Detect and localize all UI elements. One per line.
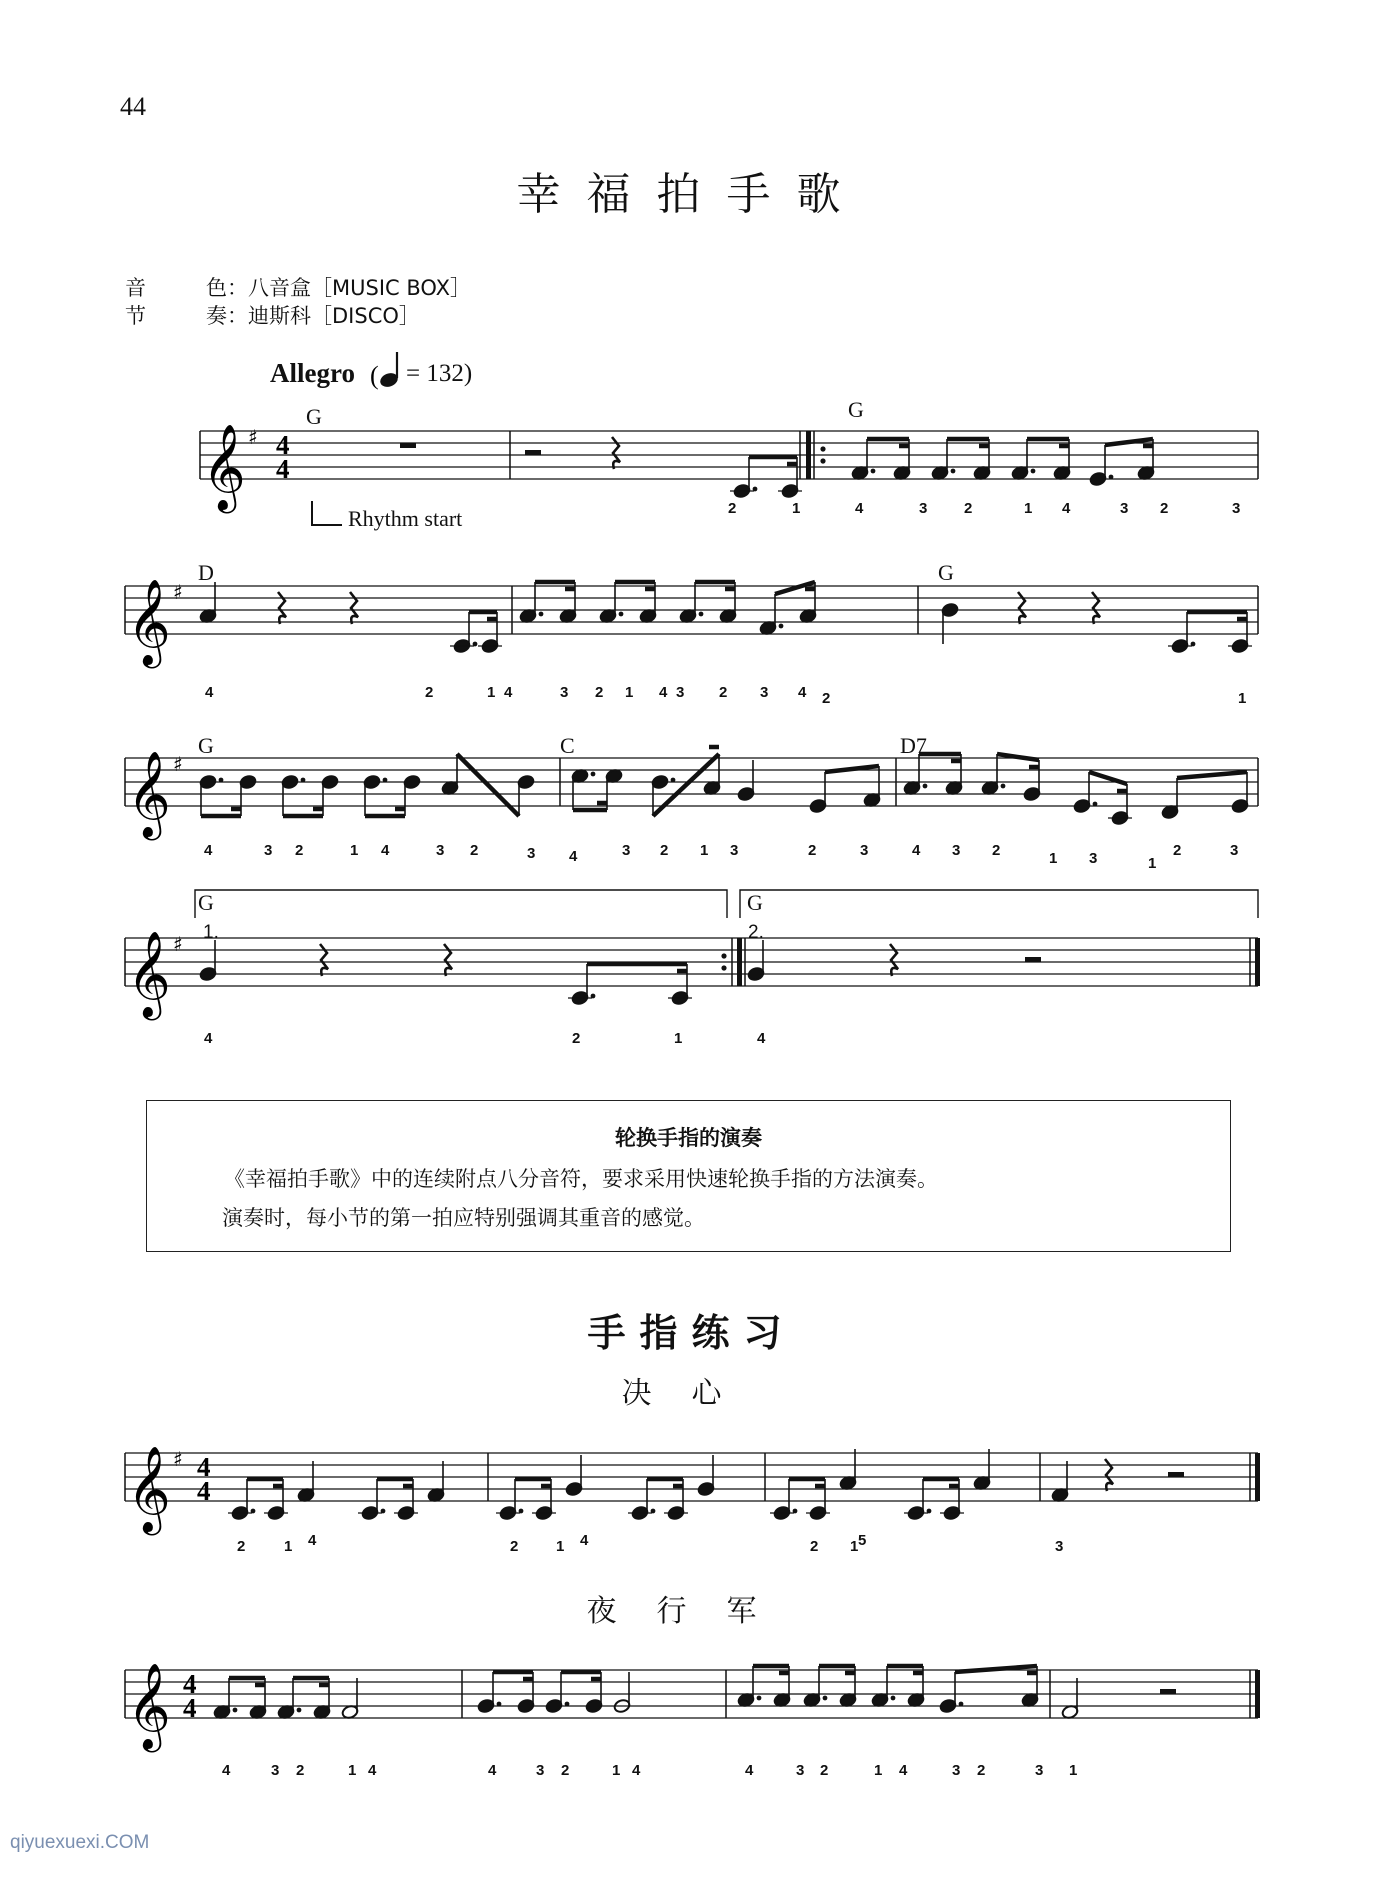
treble-clef-icon: 𝄞: [127, 1663, 171, 1749]
finger-number: 3: [952, 1762, 961, 1779]
chord-s3c: D7: [900, 733, 927, 758]
augmentation-dot: [539, 612, 544, 617]
finger-number: 5: [858, 1532, 867, 1549]
tip-heading: 轮换手指的演奏: [615, 1126, 762, 1150]
quarter-rest-icon: [1092, 592, 1100, 624]
augmentation-dot: [591, 772, 596, 777]
augmentation-dot: [1093, 802, 1098, 807]
finger-number: 3: [271, 1762, 280, 1779]
thick-barline: [806, 431, 811, 479]
half-rest-icon: [525, 450, 541, 455]
finger-number: 4: [205, 684, 214, 701]
finger-number: 2: [719, 684, 728, 701]
thick-barline: [737, 938, 742, 986]
finger-number: 4: [308, 1532, 317, 1549]
half-rest-icon: [1025, 957, 1041, 962]
beam: [457, 754, 519, 816]
tempo-marking: Allegro: [270, 358, 355, 388]
finger-number: 1: [1049, 850, 1058, 867]
finger-number: 1: [487, 684, 496, 701]
section-title: 手指练习: [587, 1311, 796, 1355]
time-sig-bottom: 4: [197, 1476, 211, 1506]
augmentation-dot: [383, 778, 388, 783]
tip-line-1: 《幸福拍手歌》中的连续附点八分音符，要求采用快速轮换手指的方法演奏。: [224, 1167, 938, 1191]
augmentation-dot: [219, 778, 224, 783]
finger-number: 2: [237, 1538, 246, 1555]
finger-number: 4: [757, 1030, 766, 1047]
tip-line-2: 演奏时，每小节的第一拍应特别强调其重音的感觉。: [222, 1206, 705, 1230]
finger-number: 2: [295, 842, 304, 859]
finger-number: 1: [1069, 1762, 1078, 1779]
finger-number: 2: [1160, 500, 1169, 517]
finger-number: 1: [1024, 500, 1033, 517]
volta-1-bracket: [195, 890, 727, 918]
augmentation-dot: [757, 1696, 762, 1701]
chord-s1b: G: [848, 397, 864, 422]
finger-number: 3: [1055, 1538, 1064, 1555]
finger-number: 2: [1173, 842, 1182, 859]
half-rest-icon: [1168, 1472, 1184, 1477]
treble-clef-icon: 𝄞: [202, 424, 246, 510]
finger-number: 3: [796, 1762, 805, 1779]
augmentation-dot: [1031, 469, 1036, 474]
time-sig-bottom: 4: [276, 454, 290, 484]
time-sig-top: 4: [276, 430, 290, 460]
finger-number: 4: [659, 684, 668, 701]
finger-number: 1: [1238, 690, 1247, 707]
finger-number: 1: [1148, 855, 1157, 872]
quarter-rest-icon: [278, 592, 286, 624]
finger-number: 4: [632, 1762, 641, 1779]
finger-number: 3: [527, 845, 536, 862]
augmentation-dot: [779, 624, 784, 629]
quarter-rest-icon: [1018, 592, 1026, 624]
finger-number: 3: [730, 842, 739, 859]
augmentation-dot: [671, 778, 676, 783]
finger-number: 3: [676, 684, 685, 701]
finger-number: 1: [850, 1538, 859, 1555]
sharp-icon: ♯: [173, 580, 183, 604]
chord-s2b: G: [938, 560, 954, 585]
treble-clef-icon: 𝄞: [127, 579, 171, 665]
sharp-icon: ♯: [173, 752, 183, 776]
finger-number: 4: [222, 1762, 231, 1779]
finger-number: 3: [1089, 850, 1098, 867]
sharp-icon: ♯: [173, 1447, 183, 1471]
finger-number: 1: [348, 1762, 357, 1779]
chord-s2a: D: [198, 560, 214, 585]
augmentation-dot: [1109, 475, 1114, 480]
finger-number: 2: [964, 500, 973, 517]
repeat-dot: [820, 446, 825, 451]
augmentation-dot: [951, 469, 956, 474]
finger-number: 3: [1035, 1762, 1044, 1779]
finger-number: 4: [580, 1532, 589, 1549]
whole-rest-icon: [400, 443, 416, 448]
finger-number: 2: [728, 500, 737, 517]
finger-number: 4: [204, 842, 213, 859]
finger-number: 1: [874, 1762, 883, 1779]
finger-number: 2: [572, 1030, 581, 1047]
finger-number: 2: [595, 684, 604, 701]
volta-first-label: 1.: [203, 922, 219, 943]
chord-s3a: G: [198, 733, 214, 758]
augmentation-dot: [565, 1702, 570, 1707]
finger-number: 4: [912, 842, 921, 859]
finger-number: 3: [560, 684, 569, 701]
augmentation-dot: [297, 1708, 302, 1713]
svg-text:(: (: [370, 361, 379, 390]
augmentation-dot: [699, 612, 704, 617]
meta-rhythm-value: 奏：迪斯科［DISCO］: [206, 304, 420, 328]
sharp-icon: ♯: [248, 425, 258, 449]
meta-timbre-value: 色：八音盒［MUSIC BOX］: [206, 276, 471, 300]
half-rest-icon: [1160, 1689, 1176, 1694]
finger-number: 3: [952, 842, 961, 859]
augmentation-dot: [619, 612, 624, 617]
finger-number: 1: [350, 842, 359, 859]
finger-number: 3: [1230, 842, 1239, 859]
finger-number: 1: [700, 842, 709, 859]
finger-number: 2: [820, 1762, 829, 1779]
finger-number: 1: [284, 1538, 293, 1555]
finger-number: 3: [1232, 500, 1241, 517]
finger-number: 4: [569, 848, 578, 865]
quarter-rest-icon: [320, 944, 328, 976]
finger-number: 2: [296, 1762, 305, 1779]
chord-s4b: G: [747, 890, 763, 915]
augmentation-dot: [959, 1702, 964, 1707]
finger-number: 4: [204, 1030, 213, 1047]
finger-number: 4: [798, 684, 807, 701]
finger-number: 2: [425, 684, 434, 701]
repeat-dot: [721, 953, 726, 958]
chord-s3b: C: [560, 733, 575, 758]
augmentation-dot: [923, 784, 928, 789]
finger-number: 3: [919, 500, 928, 517]
rhythm-start-arrow-icon: [312, 501, 342, 525]
song-title: 幸福拍手歌: [516, 169, 867, 220]
beam: [955, 1666, 1037, 1672]
quarter-rest-icon: [444, 944, 452, 976]
finger-number: 4: [855, 500, 864, 517]
finger-number: 4: [381, 842, 390, 859]
finger-number: 2: [977, 1762, 986, 1779]
augmentation-dot: [497, 1702, 502, 1707]
finger-number: 2: [810, 1538, 819, 1555]
finger-number: 4: [368, 1762, 377, 1779]
finger-number: 2: [808, 842, 817, 859]
treble-clef-icon: 𝄞: [127, 1446, 171, 1532]
augmentation-dot: [1001, 784, 1006, 789]
finger-number: 4: [504, 684, 513, 701]
volta-2-bracket: [740, 890, 1258, 918]
treble-clef-icon: 𝄞: [127, 931, 171, 1017]
finger-number: 3: [536, 1762, 545, 1779]
page-number: 44: [120, 92, 146, 121]
augmentation-dot: [823, 1696, 828, 1701]
augmentation-dot: [891, 1696, 896, 1701]
finger-number: 3: [760, 684, 769, 701]
finger-number: 2: [510, 1538, 519, 1555]
beam: [825, 766, 879, 772]
beam: [1177, 772, 1247, 778]
augmentation-dot: [301, 778, 306, 783]
thick-barline: [1255, 1453, 1260, 1501]
quarter-rest-icon: [350, 592, 358, 624]
finger-number: 2: [992, 842, 1001, 859]
treble-clef-icon: 𝄞: [127, 751, 171, 837]
finger-number: 2: [470, 842, 479, 859]
thick-barline: [1255, 1670, 1260, 1718]
finger-number: 2: [660, 842, 669, 859]
finger-number: 4: [488, 1762, 497, 1779]
rhythm-start-label: Rhythm start: [348, 506, 463, 531]
volta-second-label: 2.: [748, 922, 764, 943]
quarter-rest-icon: [890, 944, 898, 976]
finger-number: 4: [899, 1762, 908, 1779]
time-sig-top: 4: [183, 1669, 197, 1699]
finger-number: 1: [674, 1030, 683, 1047]
finger-number: 2: [822, 690, 831, 707]
finger-number: 1: [625, 684, 634, 701]
finger-number: 4: [745, 1762, 754, 1779]
chord-s4a: G: [198, 890, 214, 915]
time-sig-bottom: 4: [183, 1693, 197, 1723]
repeat-dot: [721, 965, 726, 970]
finger-number: 1: [792, 500, 801, 517]
finger-number: 3: [622, 842, 631, 859]
augmentation-dot: [233, 1708, 238, 1713]
finger-number: 1: [612, 1762, 621, 1779]
thick-barline: [1255, 938, 1260, 986]
meta-rhythm-key: 节: [125, 304, 146, 328]
watermark: qiyuexuexi.COM: [10, 1832, 150, 1853]
exercise2-title: 夜行军: [586, 1594, 797, 1629]
finger-number: 1: [556, 1538, 565, 1555]
tempo-bpm: = 132): [406, 360, 473, 387]
repeat-dot: [820, 458, 825, 463]
finger-number: 3: [860, 842, 869, 859]
finger-number: 2: [561, 1762, 570, 1779]
finger-number: 3: [1120, 500, 1129, 517]
sharp-icon: ♯: [173, 932, 183, 956]
finger-number: 4: [1062, 500, 1071, 517]
exercise1-title: 决心: [621, 1376, 762, 1411]
finger-number: 3: [264, 842, 273, 859]
beam: [997, 754, 1039, 760]
quarter-rest-icon: [612, 437, 620, 469]
time-sig-top: 4: [197, 1452, 211, 1482]
meta-timbre-key: 音: [125, 276, 146, 300]
quarter-rest-icon: [1105, 1459, 1113, 1491]
augmentation-dot: [871, 469, 876, 474]
chord-s1a: G: [306, 404, 322, 429]
finger-number: 3: [436, 842, 445, 859]
